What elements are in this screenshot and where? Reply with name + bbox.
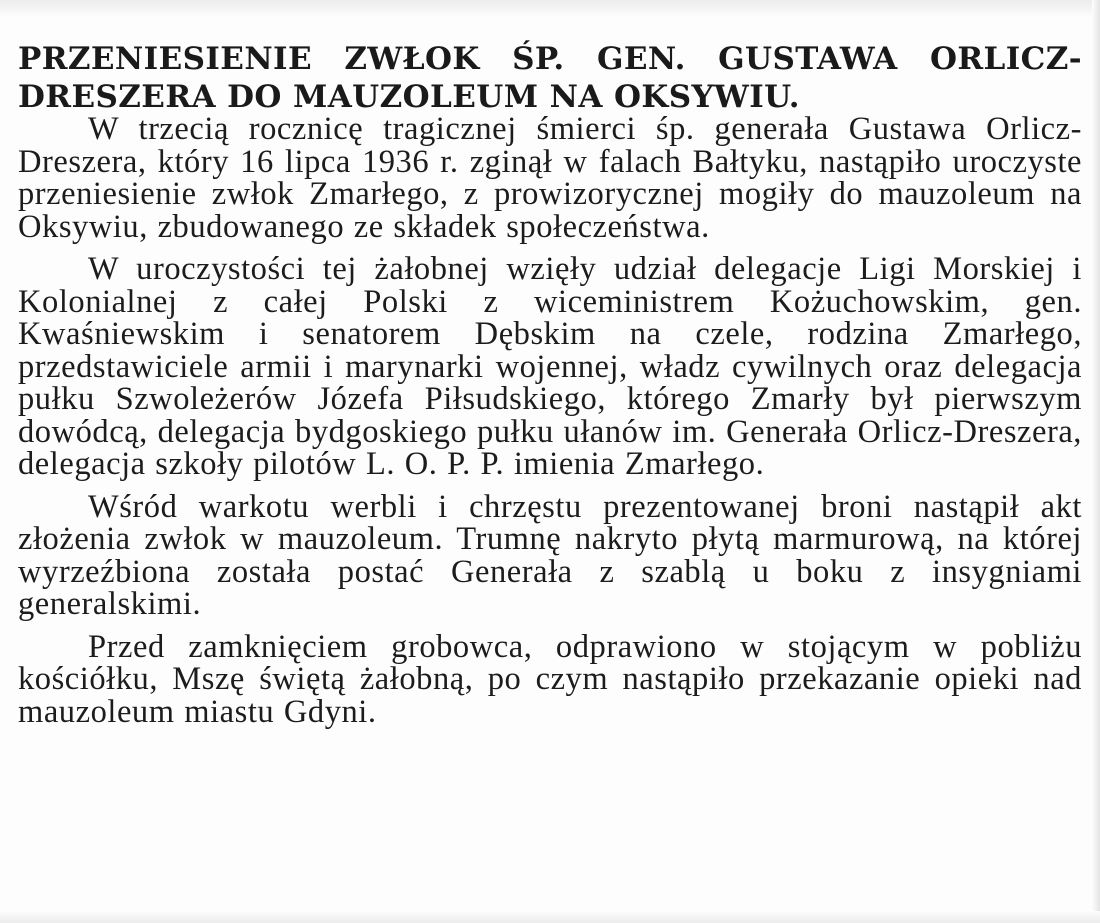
paragraph-4: Przed zamknięciem grobowca, odprawiono w stojącym w pobliżu kościółku, Mszę świętą żałobną, po czym nastąpiło przekazanie opieki nad mauzoleum miastu Gdyni.: [18, 628, 1082, 730]
paragraph-3: Wśród warkotu werbli i chrzęstu prezentowanej broni nastąpił akt złożenia zwłok w mauzoleum. Trumnę nakryto płytą marmurową, na której wyrzeźbiona została postać Generała z szablą u boku z insygniami generalskimi.: [18, 488, 1082, 622]
article-body: [18, 113, 1082, 738]
scan-edge-top: [0, 0, 1100, 18]
scan-edge-bottom: [0, 911, 1100, 923]
paragraph-2: W uroczystości tej żałobnej wzięły udział delegacje Ligi Morskiej i Kolonialnej z całej Polski z wiceministrem Kożuchowskim, gen. Kwaśniewskim i senatorem Dębskim na czele, rodzina Zmarłego, przedstawiciele armii i marynarki wojennej, władz cywilnych oraz delegacja pułku Szwoleżerów Józefa Piłsudskiego, którego Zmarły był pierwszym dowódcą, delegacja bydgoskiego pułku ułanów im. Generała Orlicz-Dreszera, delegacja szkoły pilotów L. O. P. P. imienia Zmarłego.: [18, 251, 1082, 482]
article-title: PRZENIESIENIE ZWŁOK ŚP. GEN. GUSTAWA ORLICZ-DRESZERA DO MAUZOLEUM NA OKSYWIU.: [18, 41, 1082, 115]
paragraph-1: W trzecią rocznicę tragicznej śmierci śp. generała Gustawa Orlicz-Dreszera, który 16 lipca 1936 r. zginął w falach Bałtyku, nastąpiło uroczyste przeniesienie zwłok Zmarłego, z prowizorycznej mogiły do mauzoleum na Oksywiu, zbudowanego ze składek społeczeństwa.: [18, 111, 1082, 245]
scan-edge-right: [1092, 0, 1100, 923]
